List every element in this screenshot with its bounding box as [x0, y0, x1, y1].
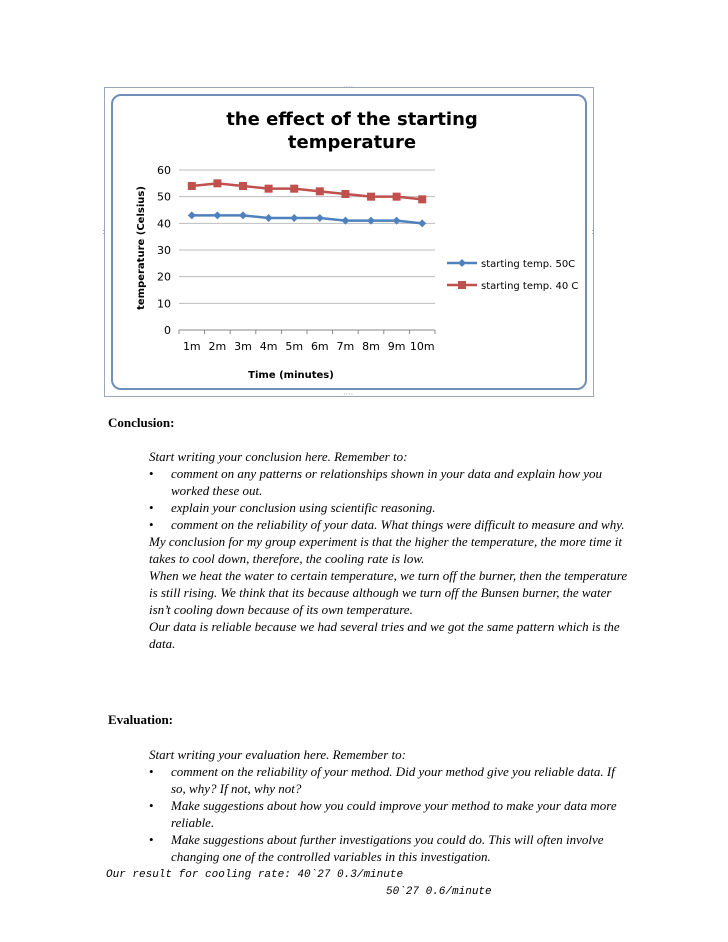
y-tick-label: 20 — [157, 270, 171, 284]
conclusion-bullet-list — [149, 465, 629, 533]
list-item: • comment on the reliability of your method. Did your method give you reliable data. If so, why? If not, why not? — [149, 764, 615, 796]
data-point — [290, 214, 298, 222]
evaluation-bullet-list — [149, 763, 629, 865]
evaluation-heading: Evaluation: — [108, 712, 174, 727]
data-point — [239, 182, 247, 190]
bullet-icon: • — [149, 517, 154, 532]
y-tick-label: 0 — [164, 324, 171, 337]
bullet-icon: • — [149, 500, 154, 515]
x-tick-label: 9m — [387, 340, 406, 353]
x-tick-label: 2m — [208, 340, 227, 353]
y-tick-label: 10 — [157, 297, 171, 311]
legend-label: starting temp. 50C — [481, 259, 576, 270]
bullet-icon: • — [149, 832, 154, 847]
conclusion-paragraph: When we heat the water to certain temperature, we turn off the burner, then the temperature is still rising. We think that its because although we turn off the Bunsen burner, the water isn’t cooling down because of its own temperature. — [149, 568, 628, 617]
bullet-icon: • — [149, 764, 154, 779]
data-point — [316, 214, 324, 222]
data-point — [367, 193, 375, 201]
evaluation-section — [149, 746, 629, 865]
x-tick-label: 1m — [182, 340, 201, 353]
evaluation-intro: Start writing your evaluation here. Remember to: — [149, 747, 406, 762]
x-tick-label: 8m — [362, 340, 380, 353]
conclusion-paragraph: My conclusion for my group experiment is that the higher the temperature, the more time it takes to cool down, therefore, the cooling rate is low. — [149, 534, 622, 566]
series-line-0 — [192, 215, 422, 223]
list-item: • comment on any patterns or relationships shown in your data and explain how you worked these out. — [149, 466, 603, 498]
resize-handle-right[interactable]: : — [591, 227, 594, 236]
data-point — [265, 185, 273, 193]
y-tick-label: 40 — [157, 217, 171, 231]
data-point — [418, 219, 426, 227]
conclusion-section — [149, 448, 629, 652]
y-tick-label: 50 — [157, 190, 171, 204]
cooling-rate-result-line-1: Our result for cooling rate: 40`27 0.3/minute — [106, 869, 404, 881]
data-point — [418, 195, 426, 203]
x-tick-label: 4m — [259, 340, 278, 353]
x-tick-label: 3m — [234, 340, 252, 353]
data-point — [239, 211, 247, 219]
list-item: • explain your conclusion using scientific reasoning. — [149, 500, 436, 515]
bullet-icon: • — [149, 798, 154, 813]
list-item: • Make suggestions about how you could improve your method to make your data more reliable. — [149, 798, 617, 830]
data-point — [341, 190, 349, 198]
y-axis-label: temperature (Celsius) — [136, 186, 147, 310]
list-item: • Make suggestions about further investigations you could do. This will often involve changing one of the controlled variables in this investigation. — [149, 832, 604, 864]
chart-title-line-2: temperature — [287, 132, 417, 153]
data-point — [188, 182, 196, 190]
y-tick-label: 30 — [157, 244, 171, 257]
cooling-rate-result-line-2: 50`27 0.6/minute — [386, 886, 492, 898]
y-tick-label: 60 — [157, 164, 171, 177]
data-point — [265, 214, 273, 222]
list-item: • comment on the reliability of your data. What things were difficult to measure and why. — [149, 517, 625, 532]
line-chart — [105, 88, 595, 398]
data-point — [316, 187, 324, 195]
bullet-icon: • — [149, 466, 154, 481]
x-tick-label: 5m — [285, 340, 304, 353]
legend-marker — [458, 281, 466, 289]
conclusion-heading: Conclusion: — [108, 415, 175, 430]
conclusion-paragraph: Our data is reliable because we had several tries and we got the same pattern which is the data. — [149, 619, 620, 651]
legend-marker — [458, 259, 466, 267]
x-tick-label: 10m — [409, 340, 435, 353]
resize-handle-left[interactable]: : — [102, 227, 105, 236]
x-tick-label: 7m — [336, 340, 355, 353]
resize-handle-top[interactable]: ···· — [343, 83, 354, 92]
data-point — [393, 193, 401, 201]
chart-frame — [102, 83, 594, 399]
data-point — [213, 179, 221, 187]
x-axis-label: Time (minutes) — [248, 370, 334, 381]
resize-handle-bottom[interactable]: ···· — [343, 390, 354, 399]
data-point — [290, 185, 298, 193]
data-point — [188, 211, 196, 219]
legend-label: starting temp. 40 C — [481, 281, 579, 292]
conclusion-intro: Start writing your conclusion here. Remember to: — [149, 449, 408, 464]
data-point — [213, 211, 221, 219]
x-tick-label: 6m — [310, 340, 329, 353]
chart-title-line-1: the effect of the starting — [226, 109, 478, 130]
